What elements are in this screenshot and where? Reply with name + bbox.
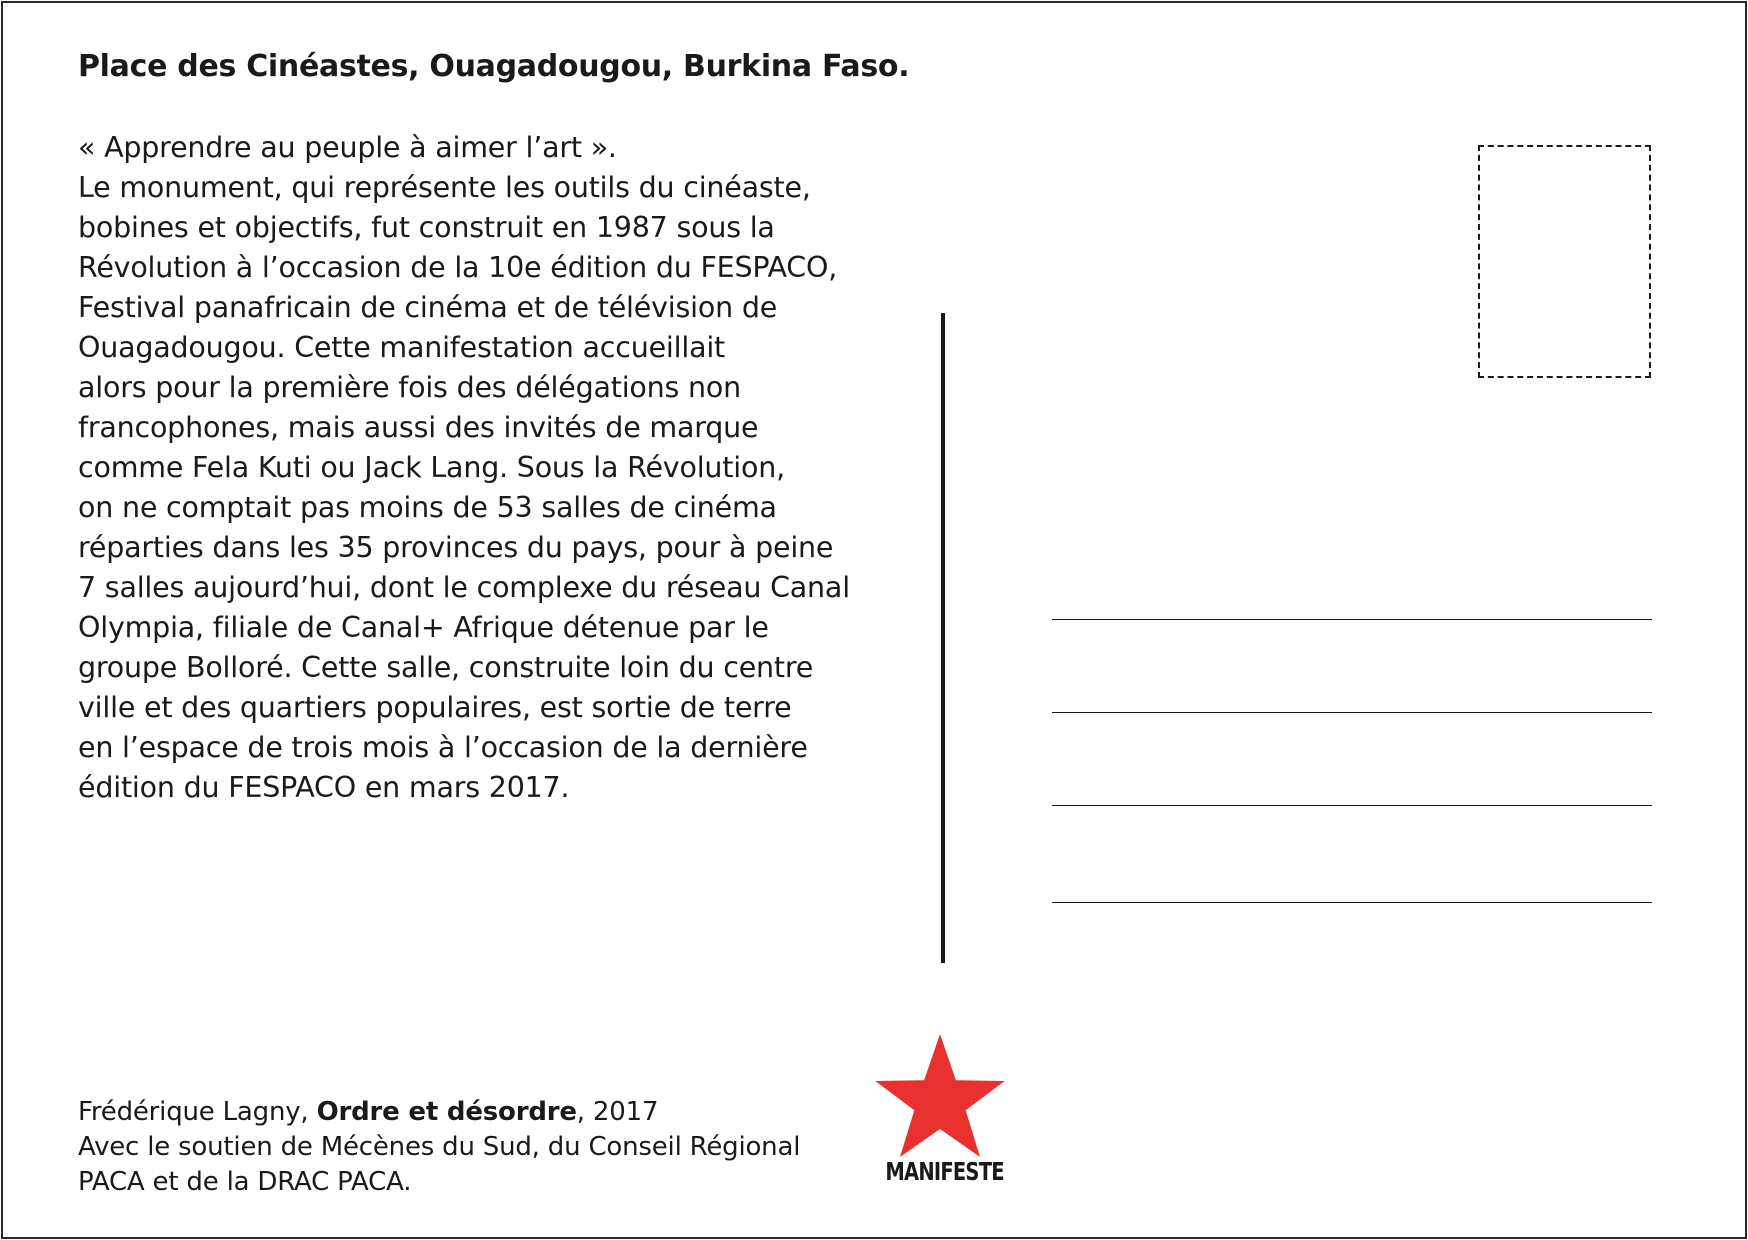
postcard-body-text — [78, 128, 918, 808]
body-line: Révolution à l’occasion de la 10e édition du FESPACO, — [78, 251, 838, 284]
body-line: Le monument, qui représente les outils du cinéaste, — [78, 171, 811, 204]
star-icon — [870, 1032, 1010, 1157]
body-line: Festival panafricain de cinéma et de télévision de — [78, 291, 778, 324]
body-line: en l’espace de trois mois à l’occasion de la dernière — [78, 731, 808, 764]
credit-line — [78, 1095, 800, 1130]
body-line: alors pour la première fois des délégations non — [78, 371, 741, 404]
address-line — [1052, 902, 1652, 903]
address-line — [1052, 619, 1652, 620]
body-line: réparties dans les 35 provinces du pays, pour à peine — [78, 531, 834, 564]
body-line: 7 salles aujourd’hui, dont le complexe du réseau Canal — [78, 571, 850, 604]
logo-text: MANIFESTE — [885, 1157, 1004, 1186]
credits — [78, 1095, 800, 1200]
body-line: édition du FESPACO en mars 2017. — [78, 771, 570, 804]
address-line — [1052, 805, 1652, 806]
body-line: groupe Bolloré. Cette salle, construite loin du centre — [78, 651, 814, 684]
body-line: on ne comptait pas moins de 53 salles de cinéma — [78, 491, 777, 524]
stamp-placeholder — [1478, 145, 1651, 378]
body-line: comme Fela Kuti ou Jack Lang. Sous la Révolution, — [78, 451, 785, 484]
body-line: francophones, mais aussi des invités de marque — [78, 411, 759, 444]
postcard-title: Place des Cinéastes, Ouagadougou, Burkina Faso. — [78, 49, 910, 84]
body-line: « Apprendre au peuple à aimer l’art ». — [78, 131, 617, 164]
manifeste-logo — [870, 1032, 1010, 1192]
work-title: Ordre et désordre — [316, 1097, 577, 1127]
body-line: Olympia, filiale de Canal+ Afrique détenue par le — [78, 611, 769, 644]
support-line: PACA et de la DRAC PACA. — [78, 1167, 412, 1197]
work-year: , 2017 — [576, 1097, 659, 1127]
body-line: Ouagadougou. Cette manifestation accueillait — [78, 331, 726, 364]
address-line — [1052, 712, 1652, 713]
body-line: bobines et objectifs, fut construit en 1987 sous la — [78, 211, 775, 244]
body-line: ville et des quartiers populaires, est sortie de terre — [78, 691, 792, 724]
support-line: Avec le soutien de Mécènes du Sud, du Conseil Régional — [78, 1132, 801, 1162]
center-divider — [941, 313, 945, 963]
author-name: Frédérique Lagny, — [78, 1097, 317, 1127]
